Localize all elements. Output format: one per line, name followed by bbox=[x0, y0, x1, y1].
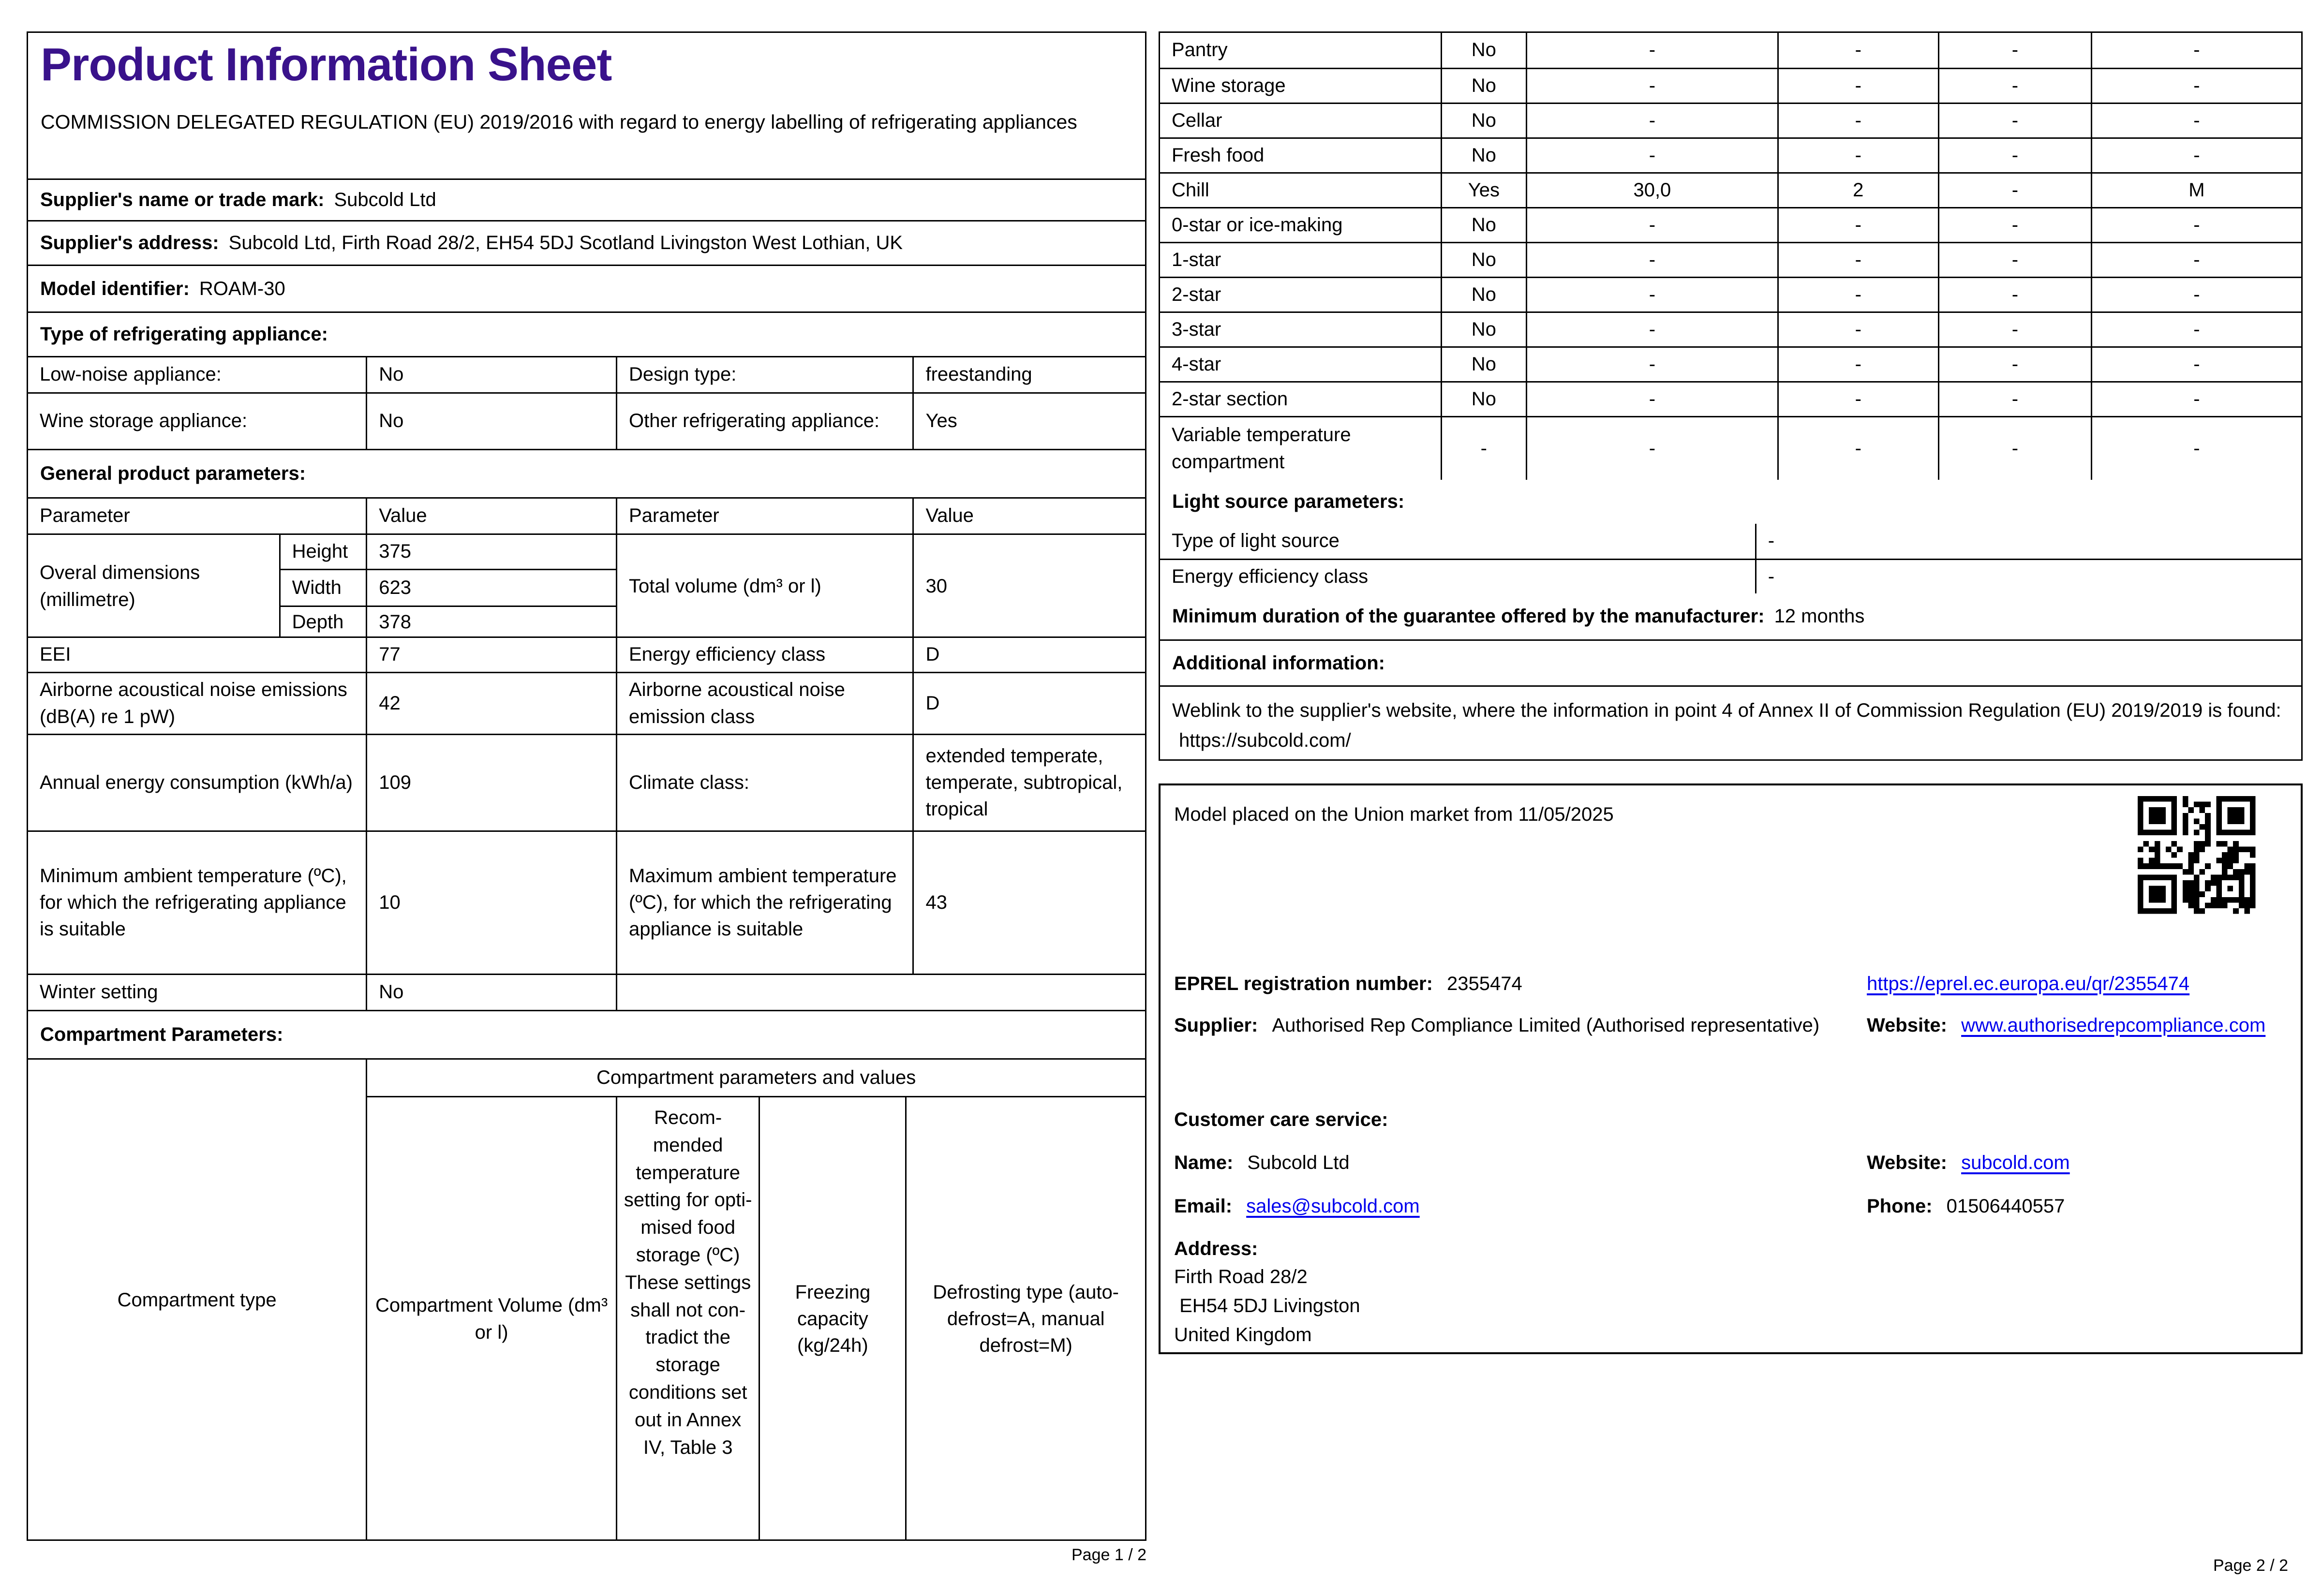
col-header-value-2: Value bbox=[912, 499, 1145, 533]
care-website-row bbox=[1867, 1149, 2070, 1176]
dimension-depth-value: 378 bbox=[366, 606, 616, 638]
model-identifier-row bbox=[28, 265, 1145, 311]
address-lines bbox=[1174, 1262, 1360, 1349]
cell-temp: - bbox=[1777, 104, 1938, 137]
winter-setting-label: Winter setting bbox=[40, 981, 158, 1003]
cell-temp: - bbox=[1777, 139, 1938, 172]
cell-volume: - bbox=[1526, 104, 1777, 137]
cell-temp: - bbox=[1777, 69, 1938, 103]
cell-present: No bbox=[1441, 278, 1526, 311]
care-name-value: Subcold Ltd bbox=[1247, 1152, 1350, 1173]
compartment-row-4-star bbox=[1160, 346, 2301, 381]
dimension-height-value: 375 bbox=[366, 535, 616, 569]
cell-volume: - bbox=[1526, 33, 1777, 68]
eei-value: 77 bbox=[366, 638, 616, 672]
cell-temp: - bbox=[1777, 313, 1938, 346]
cell-label: 2-star section bbox=[1172, 388, 1288, 410]
care-phone-value: 01506440557 bbox=[1946, 1196, 2065, 1217]
cell-label: Cellar bbox=[1172, 109, 1222, 131]
cell-present: No bbox=[1441, 348, 1526, 381]
min-ambient-value: 10 bbox=[366, 832, 616, 974]
cell-defrost: M bbox=[2091, 174, 2301, 207]
compartment-row-variable-temperature-compartment bbox=[1160, 416, 2301, 480]
compartment-row-wine-storage bbox=[1160, 68, 2301, 103]
cell-label: 0-star or ice-making bbox=[1172, 214, 1343, 236]
care-phone-row bbox=[1867, 1193, 2065, 1220]
cell-defrost: - bbox=[2091, 383, 2301, 416]
total-volume-value: 30 bbox=[912, 535, 1145, 638]
compartment-values-header: Compartment parameters and values bbox=[366, 1060, 1145, 1096]
cell-temp: - bbox=[1777, 278, 1938, 311]
model-identifier-value: ROAM-30 bbox=[199, 278, 285, 299]
weblink-row bbox=[1160, 685, 2301, 759]
guarantee-row bbox=[1160, 593, 2301, 639]
additional-information-header: Additional information: bbox=[1160, 639, 2301, 685]
cell-defrost: - bbox=[2091, 417, 2301, 480]
winter-setting-empty bbox=[616, 975, 1145, 1010]
care-email-label: Email: bbox=[1174, 1196, 1233, 1217]
regulation-subtitle: COMMISSION DELEGATED REGULATION (EU) 2019/2016 with regard to energy labelling of refrigerating appliances bbox=[41, 110, 1077, 133]
total-volume-label: Total volume (dm³ or l) bbox=[616, 535, 913, 638]
ambient-temperature-row bbox=[28, 830, 1145, 974]
supplier-website-label: Website: bbox=[1867, 1015, 1947, 1036]
cell-freezing: - bbox=[1938, 313, 2091, 346]
cell-freezing: - bbox=[1938, 139, 2091, 172]
supplier-address-label: Supplier's address: bbox=[40, 232, 219, 253]
low-noise-value: No bbox=[366, 357, 616, 392]
cell-temp: - bbox=[1777, 33, 1938, 68]
address-block bbox=[1174, 1235, 1360, 1349]
cell-label: 2-star bbox=[1172, 283, 1221, 305]
cell-freezing: - bbox=[1938, 69, 2091, 103]
eprel-row-left bbox=[1174, 970, 1522, 997]
cell-freezing: - bbox=[1938, 174, 2091, 207]
light-source-header: Light source parameters: bbox=[1172, 491, 1405, 512]
cell-defrost: - bbox=[2091, 313, 2301, 346]
cell-volume: - bbox=[1526, 208, 1777, 242]
annual-energy-value: 109 bbox=[366, 735, 616, 830]
weblink-text: Weblink to the supplier's website, where the information in point 4 of Annex II of Commission Regulation (EU) 2019/2019 is found: bbox=[1172, 700, 2281, 721]
cell-volume: - bbox=[1526, 313, 1777, 346]
address-label: Address: bbox=[1174, 1238, 1258, 1259]
care-name-label: Name: bbox=[1174, 1152, 1234, 1173]
cell-temp: - bbox=[1777, 383, 1938, 416]
compartment-row-1-star bbox=[1160, 242, 2301, 277]
cell-freezing: - bbox=[1938, 348, 2091, 381]
cell-present: - bbox=[1441, 417, 1526, 480]
recommended-temperature-text-2: These settings shall not contradict the storage conditions set out in Annex IV, Table 3 bbox=[625, 1271, 751, 1458]
noise-class-value: D bbox=[912, 673, 1145, 734]
guarantee-label: Minimum duration of the guarantee offered by the manufacturer: bbox=[1172, 606, 1765, 627]
customer-care-header: Customer care service: bbox=[1174, 1109, 1388, 1130]
cell-volume: - bbox=[1526, 278, 1777, 311]
compartment-type-header: Compartment type bbox=[117, 1289, 277, 1311]
cell-present: Yes bbox=[1441, 174, 1526, 207]
cell-label: Variable temperature compartment bbox=[1172, 424, 1351, 473]
recommended-temperature-header bbox=[616, 1096, 759, 1541]
climate-class-value: extended temperate, temperate, subtropical, tropical bbox=[912, 735, 1145, 830]
cell-present: No bbox=[1441, 33, 1526, 68]
annual-energy-label: Annual energy consumption (kWh/a) bbox=[40, 771, 353, 793]
wine-storage-label: Wine storage appliance: bbox=[40, 410, 248, 432]
compartment-row-chill bbox=[1160, 172, 2301, 207]
care-email-row bbox=[1174, 1193, 1420, 1220]
low-noise-label: Low-noise appliance: bbox=[40, 364, 222, 385]
eei-label: EEI bbox=[40, 644, 71, 665]
freezing-capacity-header: Freezing capacity (kg/24h) bbox=[759, 1096, 905, 1541]
care-email-link[interactable]: sales@subcold.com bbox=[1246, 1196, 1420, 1217]
supplier-name-row bbox=[28, 178, 1145, 220]
cell-label: 3-star bbox=[1172, 318, 1221, 340]
compartment-values-table bbox=[1160, 33, 2301, 480]
winter-setting-value: No bbox=[366, 975, 616, 1010]
box-supplier-label: Supplier: bbox=[1174, 1015, 1258, 1036]
light-row-value: - bbox=[1755, 560, 2301, 593]
noise-emission-value: 42 bbox=[366, 673, 616, 734]
care-phone-label: Phone: bbox=[1867, 1196, 1933, 1217]
cell-freezing: - bbox=[1938, 104, 2091, 137]
compartment-row-2-star-section bbox=[1160, 381, 2301, 416]
cell-temp: 2 bbox=[1777, 174, 1938, 207]
noise-row bbox=[28, 672, 1145, 734]
page-title: Product Information Sheet bbox=[41, 39, 612, 90]
page1-product-information-sheet bbox=[27, 31, 1146, 1541]
other-appliance-label: Other refrigerating appliance: bbox=[616, 394, 913, 449]
care-website-label: Website: bbox=[1867, 1152, 1947, 1173]
cell-label: Fresh food bbox=[1172, 144, 1265, 166]
cell-present: No bbox=[1441, 69, 1526, 103]
cell-freezing: - bbox=[1938, 208, 2091, 242]
eei-row bbox=[28, 636, 1145, 672]
eprel-link[interactable]: https://eprel.ec.europa.eu/qr/2355474 bbox=[1867, 973, 2190, 994]
low-noise-row bbox=[28, 356, 1145, 392]
cell-volume: - bbox=[1526, 417, 1777, 480]
title-block bbox=[28, 33, 1145, 178]
compartment-volume-header: Compartment Volume (dm³ or l) bbox=[366, 1096, 616, 1541]
wine-storage-row bbox=[28, 392, 1145, 449]
winter-setting-row bbox=[28, 974, 1145, 1010]
cell-present: No bbox=[1441, 139, 1526, 172]
supplier-address-row bbox=[28, 220, 1145, 265]
care-website-link[interactable]: subcold.com bbox=[1961, 1152, 2070, 1173]
cell-volume: - bbox=[1526, 139, 1777, 172]
supplier-name-value: Subcold Ltd bbox=[334, 189, 436, 210]
guarantee-value: 12 months bbox=[1774, 606, 1865, 627]
max-ambient-label: Maximum ambient temperature (ºC), for which the refrigerating appliance is suitable bbox=[616, 832, 913, 974]
market-placed-line: Model placed on the Union market from 11/05/2025 bbox=[1174, 804, 1614, 825]
cell-temp: - bbox=[1777, 417, 1938, 480]
cell-freezing: - bbox=[1938, 243, 2091, 277]
max-ambient-value: 43 bbox=[912, 832, 1145, 974]
cell-defrost: - bbox=[2091, 33, 2301, 68]
cell-freezing: - bbox=[1938, 278, 2091, 311]
cell-defrost: - bbox=[2091, 69, 2301, 103]
compartment-row-fresh-food bbox=[1160, 137, 2301, 172]
noise-class-label: Airborne acoustical noise emission class bbox=[616, 673, 913, 734]
cell-temp: - bbox=[1777, 208, 1938, 242]
qr-code bbox=[2138, 796, 2278, 936]
cell-freezing: - bbox=[1938, 417, 2091, 480]
address-line: Firth Road 28/2 bbox=[1174, 1266, 1308, 1287]
supplier-website-link[interactable]: www.authorisedrepcompliance.com bbox=[1961, 1015, 2266, 1036]
cell-present: No bbox=[1441, 104, 1526, 137]
min-ambient-label: Minimum ambient temperature (ºC), for which the refrigerating appliance is suitable bbox=[40, 865, 347, 940]
cell-defrost: - bbox=[2091, 348, 2301, 381]
light-row-type-of-light-source bbox=[1160, 524, 2301, 559]
dimensions-label: Overal dimensions (millimetre) bbox=[40, 562, 200, 610]
compartment-row-pantry bbox=[1160, 33, 2301, 68]
cell-label: Wine storage bbox=[1172, 74, 1286, 96]
cell-freezing: - bbox=[1938, 383, 2091, 416]
energy-class-value: D bbox=[912, 638, 1145, 672]
type-of-appliance-header: Type of refrigerating appliance: bbox=[28, 311, 1145, 356]
cell-label: Pantry bbox=[1172, 39, 1228, 61]
cell-volume: 30,0 bbox=[1526, 174, 1777, 207]
cell-defrost: - bbox=[2091, 139, 2301, 172]
parameter-table-header bbox=[28, 497, 1145, 533]
cell-defrost: - bbox=[2091, 104, 2301, 137]
eprel-value: 2355474 bbox=[1447, 973, 1522, 994]
light-row-energy-efficiency-class bbox=[1160, 559, 2301, 593]
light-source-table bbox=[1160, 524, 2301, 593]
wine-storage-value: No bbox=[366, 394, 616, 449]
cell-freezing: - bbox=[1938, 33, 2091, 68]
cell-defrost: - bbox=[2091, 278, 2301, 311]
care-name-row bbox=[1174, 1149, 1350, 1176]
supplier-website-row bbox=[1867, 1012, 2297, 1039]
cell-volume: - bbox=[1526, 348, 1777, 381]
light-row-value: - bbox=[1755, 524, 2301, 559]
box-supplier-value: Authorised Rep Compliance Limited (Authorised representative) bbox=[1272, 1015, 1820, 1036]
col-header-parameter-1: Parameter bbox=[40, 505, 130, 527]
design-type-value: freestanding bbox=[912, 357, 1145, 392]
market-info-box bbox=[1159, 783, 2303, 1354]
cell-volume: - bbox=[1526, 243, 1777, 277]
climate-class-label: Climate class: bbox=[616, 735, 913, 830]
dimension-width-value: 623 bbox=[366, 569, 616, 606]
page2-number: Page 2 / 2 bbox=[2213, 1556, 2288, 1575]
cell-volume: - bbox=[1526, 69, 1777, 103]
recommended-temperature-text-1: Recommended temperature setting for optimised food storage (ºC) bbox=[624, 1107, 752, 1266]
compartment-row-2-star bbox=[1160, 277, 2301, 311]
dimension-height-label: Height bbox=[279, 535, 366, 569]
page1-number: Page 1 / 2 bbox=[1071, 1546, 1146, 1564]
supplier-row bbox=[1174, 1012, 1846, 1039]
light-row-label: Type of light source bbox=[1172, 530, 1340, 552]
cell-label: Chill bbox=[1172, 179, 1209, 201]
compartment-table-header bbox=[28, 1058, 1145, 1539]
compartment-parameters-header: Compartment Parameters: bbox=[28, 1010, 1145, 1058]
cell-present: No bbox=[1441, 208, 1526, 242]
cell-present: No bbox=[1441, 243, 1526, 277]
compartment-row-0-star-or-ice-making bbox=[1160, 207, 2301, 242]
cell-label: 1-star bbox=[1172, 249, 1221, 270]
col-header-parameter-2: Parameter bbox=[616, 499, 913, 533]
weblink-url: https://subcold.com/ bbox=[1179, 730, 1351, 751]
dimensions-block bbox=[28, 533, 1145, 636]
address-line: EH54 5DJ Livingston bbox=[1174, 1295, 1360, 1316]
energy-class-label: Energy efficiency class bbox=[616, 638, 913, 672]
design-type-label: Design type: bbox=[616, 357, 913, 392]
cell-present: No bbox=[1441, 383, 1526, 416]
model-identifier-label: Model identifier: bbox=[40, 278, 190, 299]
page2-compartment-values bbox=[1159, 31, 2303, 761]
defrosting-type-header: Defrosting type (auto-defrost=A, manual defrost=M) bbox=[905, 1096, 1145, 1541]
compartment-row-cellar bbox=[1160, 103, 2301, 137]
cell-defrost: - bbox=[2091, 243, 2301, 277]
cell-label: 4-star bbox=[1172, 353, 1221, 375]
general-parameters-header: General product parameters: bbox=[28, 449, 1145, 497]
light-row-label: Energy efficiency class bbox=[1172, 565, 1369, 587]
eprel-label: EPREL registration number: bbox=[1174, 973, 1433, 994]
dimension-depth-label: Depth bbox=[279, 606, 366, 638]
cell-present: No bbox=[1441, 313, 1526, 346]
compartment-row-3-star bbox=[1160, 311, 2301, 346]
address-line: United Kingdom bbox=[1174, 1324, 1312, 1345]
col-header-value-1: Value bbox=[366, 499, 616, 533]
noise-emission-label: Airborne acoustical noise emissions (dB(A) re 1 pW) bbox=[40, 679, 347, 727]
cell-volume: - bbox=[1526, 383, 1777, 416]
supplier-name-label: Supplier's name or trade mark: bbox=[40, 189, 325, 210]
cell-temp: - bbox=[1777, 348, 1938, 381]
other-appliance-value: Yes bbox=[912, 394, 1145, 449]
cell-defrost: - bbox=[2091, 208, 2301, 242]
supplier-address-value: Subcold Ltd, Firth Road 28/2, EH54 5DJ Scotland Livingston West Lothian, UK bbox=[228, 232, 903, 253]
dimension-width-label: Width bbox=[279, 569, 366, 606]
cell-temp: - bbox=[1777, 243, 1938, 277]
annual-energy-row bbox=[28, 734, 1145, 830]
